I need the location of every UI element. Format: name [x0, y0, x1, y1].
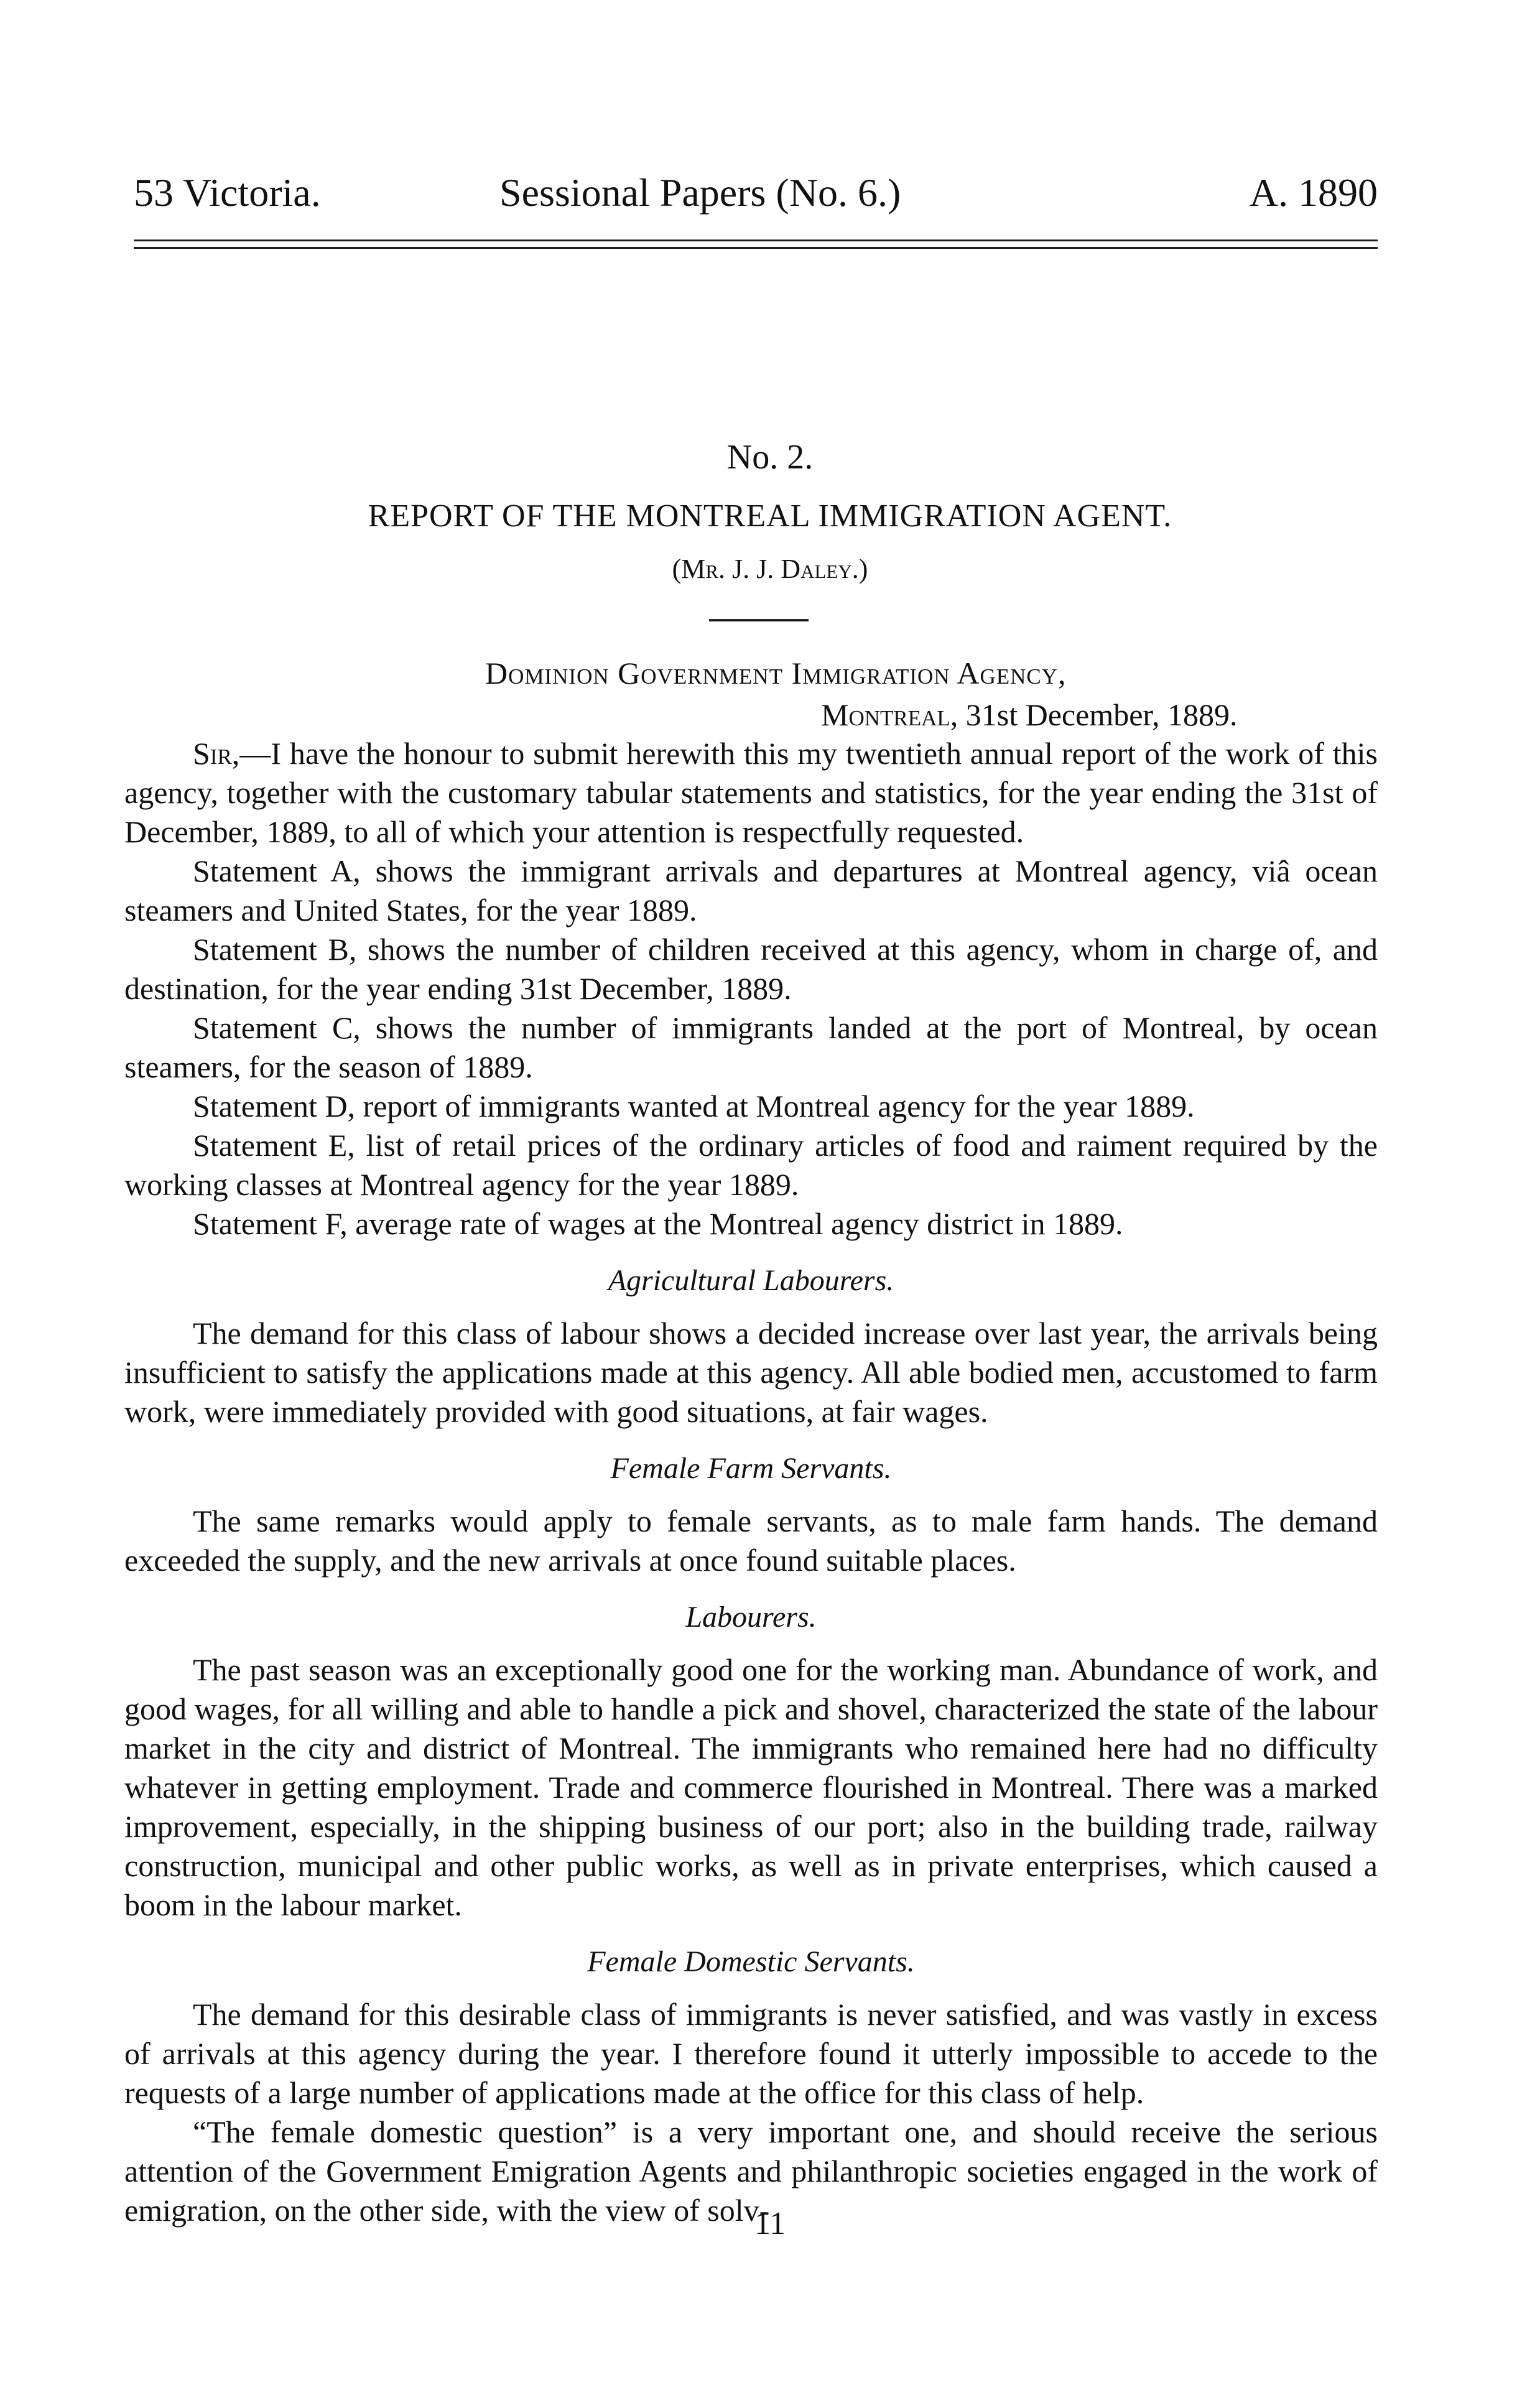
intro-text: —I have the honour to submit herewith this my twentieth annual report of the work of this agency, together with the customary tabular statements and statistics, for the year ending the 31st of December, 1889, to all of which your attention is respectfully requested. [124, 736, 1378, 849]
address-line-date [821, 692, 1238, 738]
report-number: No. 2. [726, 438, 814, 477]
paragraph-female-domestic-servants-2: “The female domestic question” is a very important one, and should receive the serious attention of the Government Emigration Agents and philanthropic societies engaged in the work of emigration, on the other side, with the view of solv- [124, 2114, 1378, 2228]
header-rule-bottom [134, 247, 1378, 249]
title-divider [709, 619, 809, 621]
running-header [134, 165, 1378, 221]
statement-e: Statement E, list of retail prices of the ordinary articles of food and raiment required by the working classes at Montreal agency for the year 1889. [124, 1128, 1378, 1202]
report-body [124, 734, 1378, 2230]
header-sessional-papers: Sessional Papers (No. 6.) [499, 170, 901, 215]
statement-c: Statement C, shows the number of immigrants landed at the port of Montreal, by ocean steamers, for the season of 1889. [124, 1010, 1378, 1084]
salutation: Sir, [193, 736, 240, 771]
statement-b: Statement B, shows the number of children received at this agency, whom in charge of, and destination, for the year ending 31st December, 1889. [124, 932, 1378, 1006]
header-year: A. 1890 [1249, 170, 1378, 215]
statement-f: Statement F, average rate of wages at the Montreal agency district in 1889. [193, 1206, 1123, 1241]
header-rule-top [134, 240, 1378, 241]
heading-labourers: Labourers. [685, 1601, 817, 1634]
heading-female-farm-servants: Female Farm Servants. [610, 1452, 892, 1485]
report-title: REPORT OF THE MONTREAL IMMIGRATION AGENT. [368, 498, 1172, 534]
paragraph-female-domestic-servants-1: The demand for this desirable class of immigrants is never satisfied, and was vastly in excess of arrivals at this agency during the year. I therefore found it utterly impossible to accede to the requests of a large number of applications made at the office for this class of help. [124, 1997, 1378, 2110]
heading-agricultural-labourers: Agricultural Labourers. [608, 1264, 894, 1297]
heading-female-domestic-servants: Female Domestic Servants. [587, 1945, 915, 1978]
intro-paragraph [124, 734, 1378, 852]
address-line-agency: Dominion Government Immigration Agency, [485, 656, 1067, 691]
paragraph-female-farm-servants: The same remarks would apply to female servants, as to male farm hands. The demand exceeded the supply, and the new arrivals at once found suitable places. [124, 1504, 1378, 1578]
paragraph-agricultural-labourers: The demand for this class of labour shows a decided increase over last year, the arrivals being insufficient to satisfy the applications made at this agency. All able bodied men, accustomed to farm work, were immediately provided with good situations, at fair wages. [124, 1316, 1378, 1429]
address-city: Montreal, [821, 697, 958, 732]
paragraph-labourers: The past season was an exceptionally good one for the working man. Abundance of work, and good wages, for all willing and able to handle a pick and shovel, characterized the state of the labour market in the city and district of Montreal. The immigrants who remained here had no difficulty whatever in getting employment. Trade and commerce flourished in Montreal. There was a marked improvement, especially, in the shipping business of our port; also in the building trade, railway construction, municipal and other public works, as well as in private enterprises, which caused a boom in the labour market. [124, 1652, 1378, 1922]
page-number: 11 [754, 2206, 786, 2241]
header-session: 53 Victoria. [134, 170, 321, 215]
address-date: 31st December, 1889. [958, 697, 1238, 732]
statement-a: Statement A, shows the immigrant arrivals and departures at Montreal agency, viâ ocean steamers and United States, for the year 1889. [124, 853, 1378, 928]
report-author: (Mr. J. J. Daley.) [672, 554, 868, 584]
statement-d: Statement D, report of immigrants wanted at Montreal agency for the year 1889. [193, 1089, 1195, 1123]
